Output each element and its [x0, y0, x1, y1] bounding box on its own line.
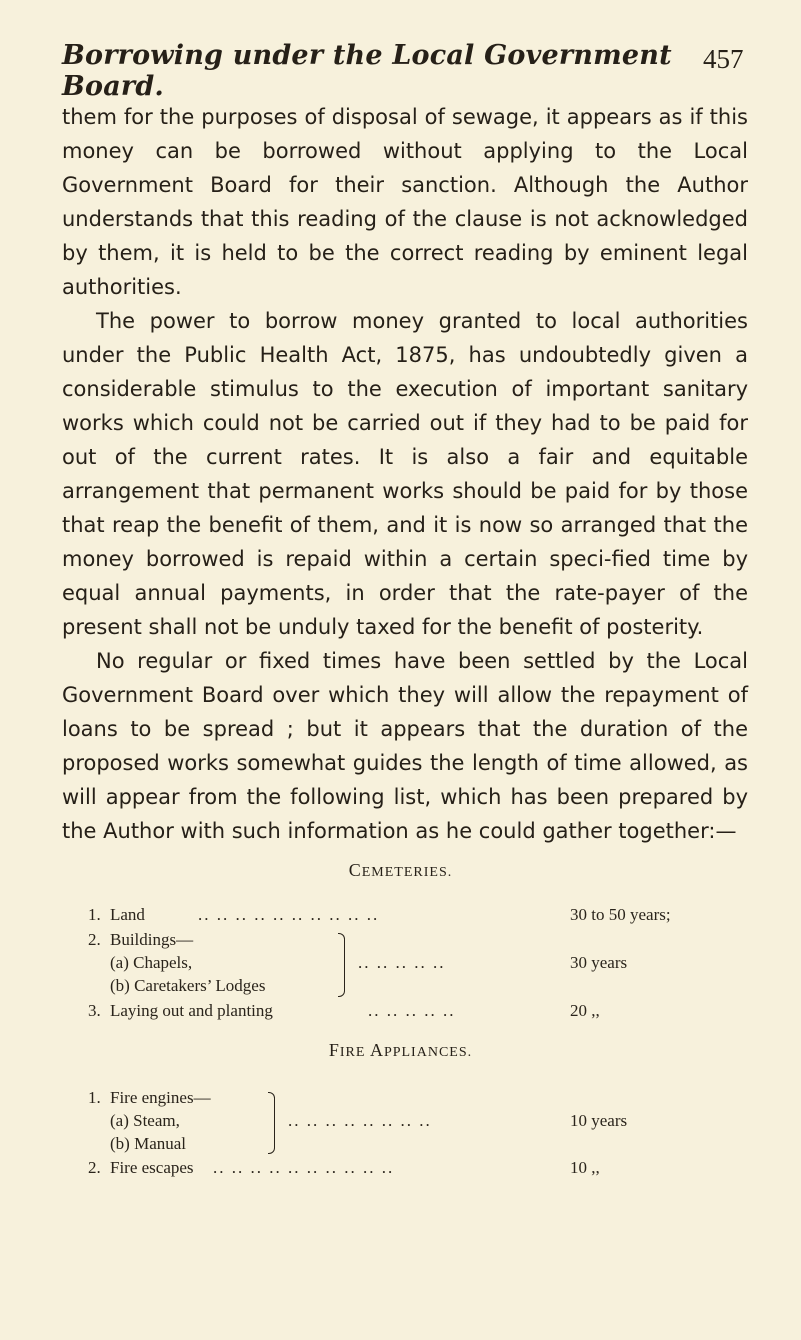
cemeteries-heading: CEMETERIES.: [348, 860, 453, 880]
body-text: [62, 100, 748, 848]
running-header: Borrowing under the Local Government Board.: [62, 40, 672, 102]
paragraph-2: The power to borrow money granted to local authorities under the Public Health Act, 1875, has undoubtedly given a considerable stimulus to the execution of important sanitary works which could not be carried out if they had to be paid for out of the current rates. It is also a fair and equitable arrangement that permanent works should be paid for by those that reap the benefit of them, and it is now so arranged that the money borrowed is repaid within a certain speci-fied time by equal annual payments, in order that the rate-payer of the present shall not be unduly taxed for the benefit of posterity.: [62, 309, 748, 639]
fire-appliances-heading: FIRE APPLIANCES.: [328, 1040, 473, 1060]
page-number: 457: [703, 44, 744, 74]
brace: [338, 933, 345, 997]
paragraph-1: them for the purposes of disposal of sewage, it appears as if this money can be borrowed without applying to the Local Government Board for their sanction. Although the Author understands that this reading of the clause is not acknowledged by them, it is held to be the correct reading by eminent legal authorities.: [62, 105, 748, 299]
paragraph-3: No regular or fixed times have been settled by the Local Government Board over which they will allow the repayment of loans to be spread ; but it appears that the duration of the proposed works somewhat guides the length of time allowed, as will appear from the following list, which has been prepared by the Author with such information as he could gather together:—: [62, 649, 748, 843]
brace: [268, 1092, 275, 1154]
